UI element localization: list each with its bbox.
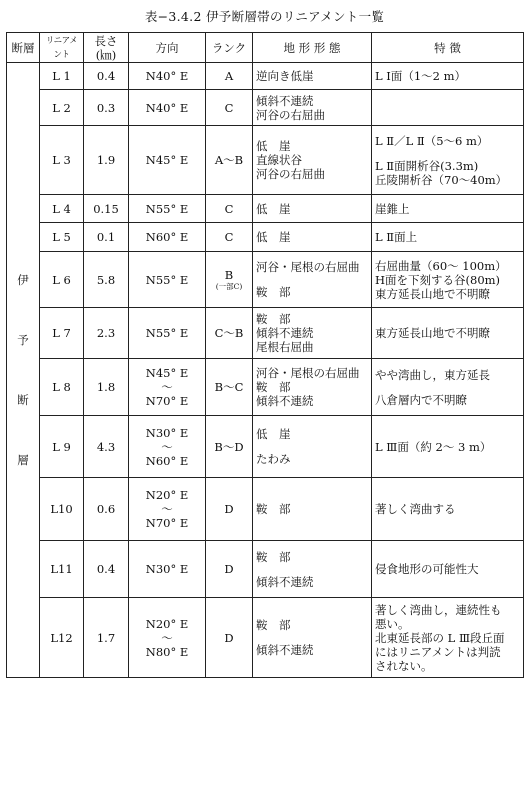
rank-value: A — [224, 69, 234, 83]
landform-cell — [253, 223, 372, 252]
feature-line — [375, 148, 520, 159]
feature-line: 崖錐上 — [375, 201, 410, 216]
rank-value: C — [224, 100, 234, 115]
lineament-id-cell: L 5 — [40, 223, 84, 252]
landform-line — [256, 632, 368, 643]
landform-line: 低 崖 — [256, 230, 291, 244]
direction-line: N60° E — [145, 230, 189, 244]
landform-line: 傾斜不連続 — [256, 326, 314, 340]
direction-cell — [129, 223, 206, 252]
landform-line: 鞍 部 — [256, 502, 291, 516]
landform-cell — [253, 126, 372, 195]
direction-line: N30° E — [145, 425, 189, 440]
length-cell: 1.7 — [84, 598, 129, 678]
table-row — [7, 308, 524, 359]
feature-line: 著しく湾曲する — [375, 502, 456, 516]
rank-cell — [206, 541, 253, 598]
lineament-id-cell: L 9 — [40, 416, 84, 478]
landform-line: 鞍 部 — [256, 285, 291, 299]
feature-line: 八倉層内で不明瞭 — [375, 392, 467, 407]
direction-line: N70° E — [145, 516, 189, 530]
direction-cell — [129, 541, 206, 598]
feature-line: 悪い。 — [375, 616, 410, 631]
landform-line: 尾根右屈曲 — [256, 340, 314, 354]
landform-cell — [253, 478, 372, 541]
rank-value: D — [224, 630, 234, 645]
rank-cell — [206, 359, 253, 416]
feature-line: 東方延長山地で不明瞭 — [375, 326, 490, 340]
direction-cell — [129, 308, 206, 359]
feature-line: 侵食地形の可能性大 — [375, 562, 479, 576]
header-lineament: リニアメント — [40, 33, 84, 63]
feature-line: L Ⅱ面開析谷(3.3m) — [375, 158, 479, 173]
fault-name-cell — [7, 63, 40, 678]
table-row — [7, 359, 524, 416]
length-cell: 0.4 — [84, 541, 129, 598]
landform-line: 鞍 部 — [256, 549, 291, 564]
rank-cell — [206, 195, 253, 223]
landform-line — [256, 274, 368, 285]
header-direction: 方向 — [129, 33, 206, 63]
landform-line: 傾斜不連続 — [256, 574, 314, 589]
landform-line: 低 崖 — [256, 427, 291, 441]
feature-line: されない。 — [375, 658, 433, 673]
feature-cell — [372, 90, 524, 126]
direction-line: 〜 — [161, 439, 173, 454]
direction-line: N20° E — [145, 616, 189, 631]
lineament-id-cell: L 7 — [40, 308, 84, 359]
feature-line: L Ⅰ面（1〜2 m） — [375, 69, 467, 83]
landform-line: 低 崖 — [256, 139, 291, 153]
lineament-id-cell: L12 — [40, 598, 84, 678]
lineament-id-cell: L 4 — [40, 195, 84, 223]
rank-value: B〜D — [214, 439, 244, 454]
table-row — [7, 90, 524, 126]
table-title: 表−3.4.2 伊予断層帯のリニアメント一覧 — [144, 9, 385, 24]
length-cell: 4.3 — [84, 416, 129, 478]
feature-line: 北東延長部の L Ⅲ段丘面 — [375, 630, 505, 645]
rank-cell — [206, 308, 253, 359]
table-row — [7, 195, 524, 223]
rank-value: D — [224, 502, 234, 516]
rank-note: (一部C) — [215, 282, 243, 291]
direction-line: N45° E — [145, 153, 189, 167]
fault-name-char: 層 — [17, 453, 29, 467]
direction-line: N40° E — [145, 100, 189, 115]
landform-line: 河谷の右屈曲 — [256, 167, 325, 181]
direction-cell — [129, 252, 206, 308]
feature-line: 著しく湾曲し，連続性も — [375, 602, 502, 617]
rank-value: B〜C — [214, 380, 244, 394]
landform-line — [256, 441, 368, 452]
landform-cell — [253, 308, 372, 359]
direction-line: N80° E — [145, 644, 189, 659]
direction-cell — [129, 478, 206, 541]
landform-line: 逆向き低崖 — [256, 69, 314, 83]
rank-value: B — [224, 268, 234, 282]
direction-line: N55° E — [145, 272, 189, 287]
direction-cell — [129, 90, 206, 126]
lineament-id-cell: L 8 — [40, 359, 84, 416]
rank-value: C — [224, 230, 234, 244]
table-body — [7, 63, 524, 678]
landform-cell — [253, 598, 372, 678]
direction-line: 〜 — [161, 380, 173, 394]
feature-line: にはリニアメントは判読 — [375, 644, 501, 659]
landform-line: 直線状谷 — [256, 153, 302, 167]
lineament-id-cell: L 6 — [40, 252, 84, 308]
feature-line: L Ⅲ面（約 2〜 3 m） — [375, 439, 492, 454]
length-cell: 5.8 — [84, 252, 129, 308]
rank-value: D — [224, 562, 234, 576]
landform-line: 傾斜不連続 — [256, 643, 314, 657]
lineament-id-cell: L 2 — [40, 90, 84, 126]
fault-name-char: 断 — [17, 393, 29, 407]
feature-line: 東方延長山地で不明瞭 — [375, 286, 490, 301]
landform-line: 鞍 部 — [256, 312, 291, 326]
direction-cell — [129, 195, 206, 223]
feature-line: H面を下刻する谷(80m) — [375, 272, 501, 287]
landform-line — [256, 564, 368, 575]
feature-cell — [372, 308, 524, 359]
rank-value: C — [224, 201, 234, 216]
rank-cell — [206, 90, 253, 126]
table-row — [7, 478, 524, 541]
fault-name-char: 伊 — [17, 273, 29, 287]
length-cell: 2.3 — [84, 308, 129, 359]
feature-line: 丘陵開析谷（70〜40m） — [375, 172, 508, 187]
direction-line: 〜 — [161, 502, 173, 516]
feature-line — [375, 382, 520, 393]
feature-cell — [372, 359, 524, 416]
direction-cell — [129, 126, 206, 195]
landform-line: たわみ — [256, 452, 291, 466]
header-fault: 断層 — [7, 33, 40, 63]
feature-cell — [372, 541, 524, 598]
feature-cell — [372, 195, 524, 223]
landform-line: 鞍 部 — [256, 380, 291, 394]
landform-cell — [253, 252, 372, 308]
feature-cell — [372, 252, 524, 308]
feature-cell — [372, 63, 524, 90]
feature-cell — [372, 416, 524, 478]
direction-line: N45° E — [145, 366, 189, 380]
direction-line: N55° E — [145, 201, 189, 216]
direction-cell — [129, 63, 206, 90]
table-row — [7, 223, 524, 252]
rank-cell — [206, 478, 253, 541]
rank-cell — [206, 598, 253, 678]
landform-cell — [253, 195, 372, 223]
lineament-id-cell: L10 — [40, 478, 84, 541]
landform-cell — [253, 63, 372, 90]
table-row — [7, 416, 524, 478]
rank-cell — [206, 63, 253, 90]
landform-cell — [253, 416, 372, 478]
landform-line: 河谷の右屈曲 — [256, 107, 325, 122]
length-cell: 1.8 — [84, 359, 129, 416]
length-cell: 0.15 — [84, 195, 129, 223]
feature-line: 右屈曲量（60〜 100m） — [375, 258, 507, 273]
header-feature: 特 徴 — [372, 33, 524, 63]
feature-line: L Ⅱ面上 — [375, 230, 418, 244]
landform-line: 河谷・尾根の右屈曲 — [256, 260, 360, 274]
fault-name-char: 予 — [17, 333, 29, 347]
landform-line: 低 崖 — [256, 201, 291, 216]
length-cell: 0.1 — [84, 223, 129, 252]
rank-cell — [206, 223, 253, 252]
direction-line: N55° E — [145, 326, 189, 340]
length-cell: 1.9 — [84, 126, 129, 195]
header-rank: ランク — [206, 33, 253, 63]
length-cell: 0.4 — [84, 63, 129, 90]
landform-line: 鞍 部 — [256, 618, 291, 632]
table-row — [7, 126, 524, 195]
lineament-id-cell: L 1 — [40, 63, 84, 90]
direction-cell — [129, 359, 206, 416]
landform-line: 傾斜不連続 — [256, 394, 314, 408]
feature-cell — [372, 598, 524, 678]
table-row — [7, 63, 524, 90]
direction-line: N60° E — [145, 453, 189, 468]
rank-cell — [206, 416, 253, 478]
direction-line: N20° E — [145, 488, 189, 502]
table-row — [7, 252, 524, 308]
lineament-id-cell: L 3 — [40, 126, 84, 195]
feature-line: やや湾曲し，東方延長 — [375, 367, 490, 382]
table-row — [7, 541, 524, 598]
table-row — [7, 598, 524, 678]
rank-value: C〜B — [214, 326, 244, 340]
rank-cell — [206, 126, 253, 195]
direction-cell — [129, 598, 206, 678]
direction-line: 〜 — [161, 630, 173, 645]
header-row — [7, 33, 524, 63]
direction-line: N70° E — [145, 394, 189, 408]
feature-line: L Ⅱ／L Ⅱ（5〜6 m） — [375, 133, 489, 148]
length-cell: 0.6 — [84, 478, 129, 541]
landform-cell — [253, 359, 372, 416]
direction-line: N40° E — [145, 69, 189, 83]
direction-cell — [129, 416, 206, 478]
header-landform: 地 形 形 態 — [253, 33, 372, 63]
feature-cell — [372, 223, 524, 252]
landform-cell — [253, 90, 372, 126]
header-length: 長さ(㎞) — [84, 33, 129, 63]
rank-value: A〜B — [214, 153, 244, 167]
rank-cell — [206, 252, 253, 308]
landform-cell — [253, 541, 372, 598]
landform-line: 河谷・尾根の右屈曲 — [256, 366, 360, 380]
direction-line: N30° E — [145, 562, 189, 576]
landform-line: 傾斜不連続 — [256, 93, 314, 108]
feature-cell — [372, 126, 524, 195]
length-cell: 0.3 — [84, 90, 129, 126]
feature-cell — [372, 478, 524, 541]
lineament-table — [6, 32, 524, 678]
lineament-id-cell: L11 — [40, 541, 84, 598]
